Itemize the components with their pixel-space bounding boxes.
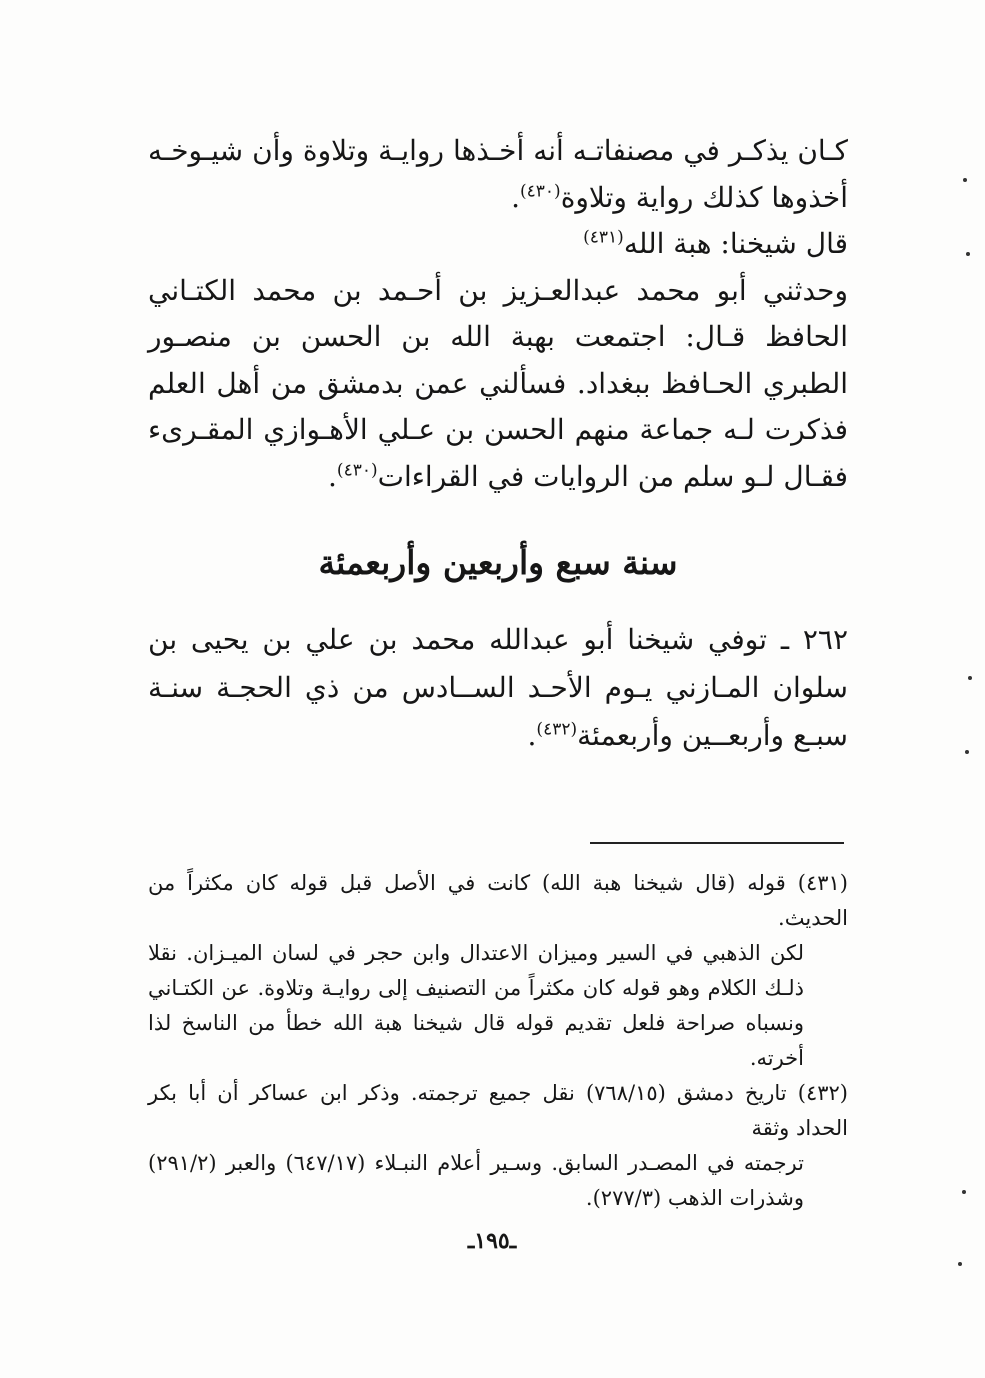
scan-speck: [966, 252, 970, 256]
entry-number: ٢٦٢ ـ: [780, 623, 849, 656]
scan-speck: [962, 1190, 966, 1194]
footnote-separator: [590, 842, 844, 844]
section-heading: سنة سبع وأربعين وأربعمئة: [318, 543, 678, 582]
footnote-432: [148, 1076, 848, 1146]
paragraph-2-text: قال شيخنا: هبة الله: [623, 227, 848, 260]
footnote-431: [148, 866, 848, 936]
footnote-ref-431: (٤٣١): [583, 227, 624, 248]
paragraph-2: [148, 221, 848, 268]
entry-text: توفي شيخنا أبو عبدالله محمد بن علي بن يحيى بن سلوان المـازني يـوم الأحـد الســادس من ذي الحجـة سنـة سبـع وأربعــين وأربعمئة: [148, 623, 848, 752]
biography-entry-262: [148, 616, 848, 760]
footnote-ref-430-second: (٤٣٠): [336, 460, 378, 481]
footnote-432-continuation: ترجمته في المصـدر السابق. وسـير أعلام النبـلاء (٦٤٧/١٧) والعبر (٢٩١/٢) وشذرات الذهب (٢٧٧/٣).: [148, 1151, 804, 1210]
paragraph-1: [148, 128, 848, 221]
footnote-ref-430: (٤٣٠): [520, 181, 561, 202]
main-text-block: [148, 128, 848, 500]
footnote-431-continuation: لكن الذهبي في السير وميزان الاعتدال وابن حجر في لسان الميـزان. نقلا ذلـك الكلام وهو قوله كان مكثراً من التصنيف إلى روايـة وتلاوة. عن الكتـاني ونسباه صراحة فلعل تقديم قوله قال شيخنا هبة الله خطأ من الناسخ لذا أخرته.: [148, 941, 804, 1070]
scan-speck: [958, 1262, 962, 1266]
footnote-431-line1: قوله (قال شيخنا هبة الله) كانت في الأصل قبل قوله كان مكثراً من الحديث.: [148, 871, 848, 930]
scan-speck: [965, 750, 969, 754]
paragraph-3-text: وحدثني أبو محمد عبدالعـزيز بن أحـمد بن محمد الكتـاني الحافظ قـال: اجتمعت بهبة الله بن الحسن بن منصـور الطبري الحـافظ ببغداد. فسألني عمن بدمشق من أهل العلم فذكرت لـه جماعة منهم الحسن بن عـلي الأهـوازي المقـرىء فقـال لـو سلم من الروايات في القراءات: [148, 273, 848, 493]
footnote-431-label: (٤٣١): [797, 871, 848, 895]
footnote-432-line1: تاريخ دمشق (٧٦٨/١٥) نقل جميع ترجمته. وذكر ابن عساكر أن أبا بكر الحداد وثقة: [148, 1081, 848, 1140]
paragraph-3-end: .: [328, 459, 337, 493]
footnote-432-label: (٤٣٢): [797, 1081, 848, 1105]
paragraph-3: [148, 268, 848, 501]
footnotes-block: [148, 866, 848, 1216]
footnote-ref-432: (٤٣٢): [536, 719, 578, 740]
scan-speck: [963, 178, 967, 182]
scan-speck: [968, 676, 972, 680]
entry-end: .: [527, 719, 537, 752]
paragraph-1-text: كـان يذكـر في مصنفاتـه أنه أخـذها روايـة وتلاوة وأن شيـوخـه أخذوها كذلك رواية وتلاوة: [148, 134, 849, 214]
paragraph-1-end: .: [511, 180, 520, 214]
page-number: ـ١٩٥ـ: [467, 1228, 517, 1254]
